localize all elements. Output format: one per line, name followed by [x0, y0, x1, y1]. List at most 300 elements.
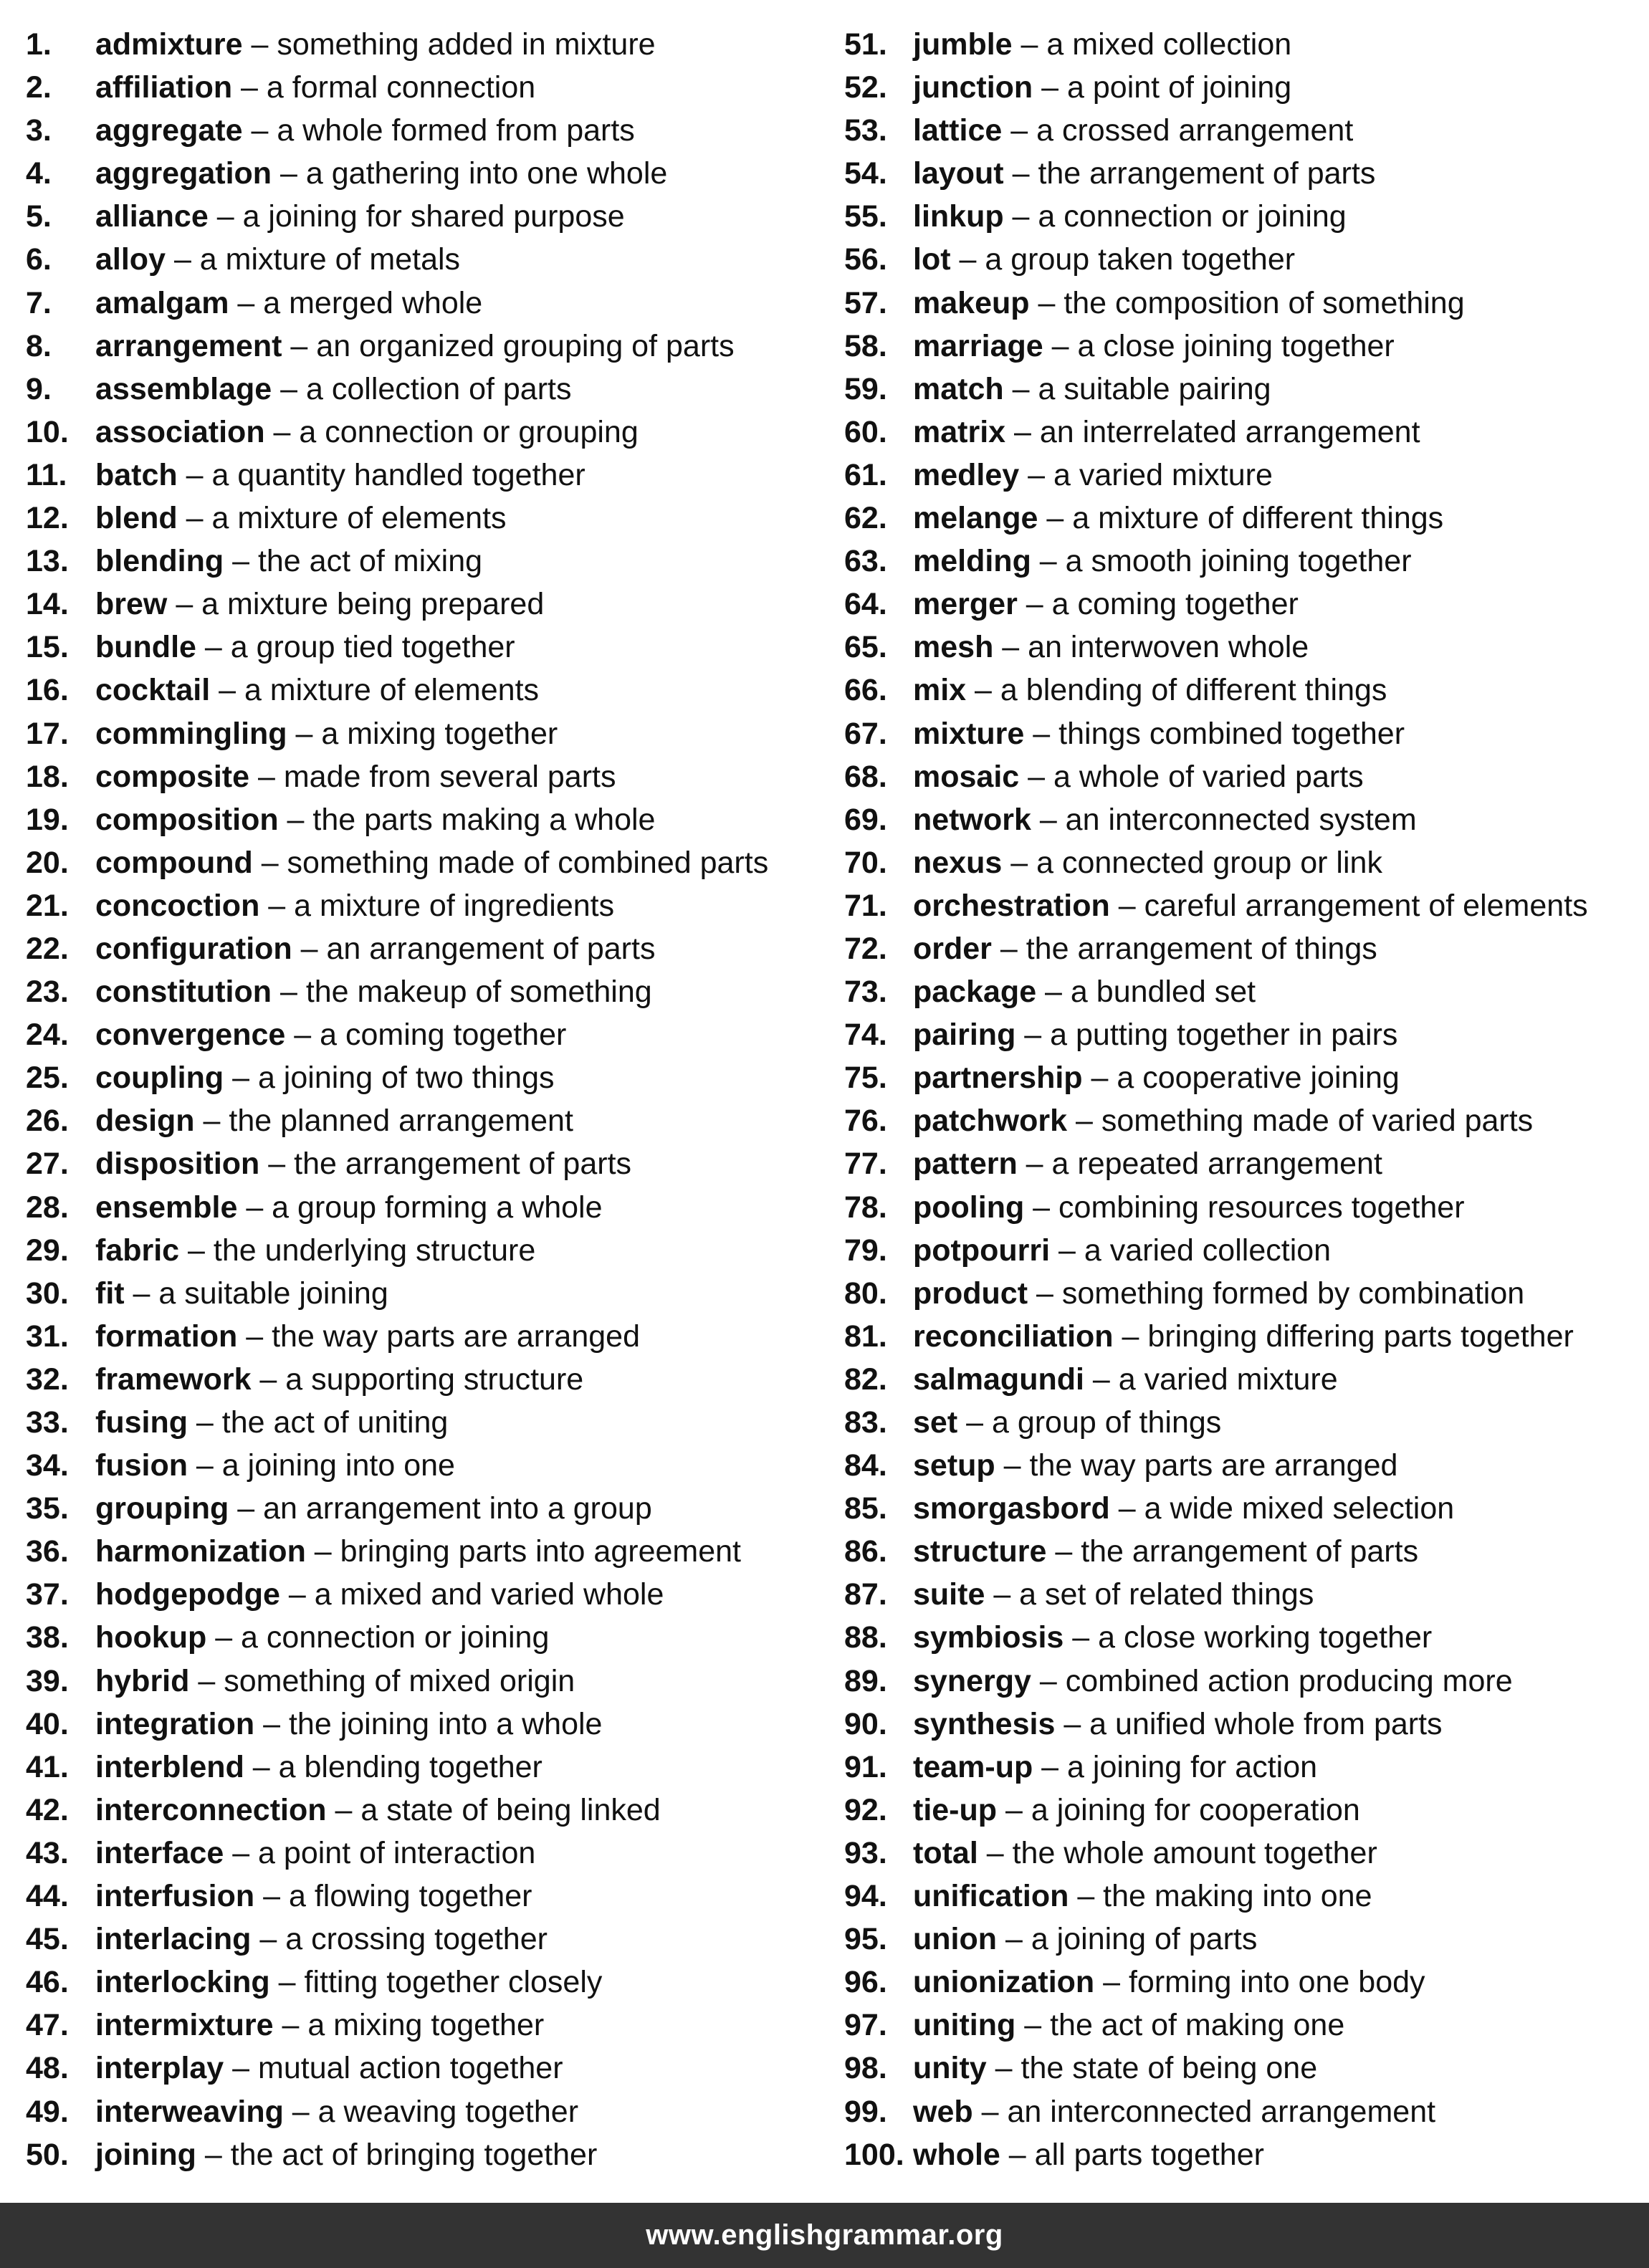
entry-word: pattern — [913, 1147, 1018, 1182]
entry-text — [95, 970, 652, 1013]
entry-word: composite — [95, 759, 250, 794]
entry-text — [913, 1832, 1377, 1875]
entry-word: jumble — [913, 27, 1013, 62]
entry-definition: – something of mixed origin — [189, 1663, 575, 1698]
list-item — [844, 755, 1633, 798]
list-item — [26, 1530, 828, 1573]
entry-word: constitution — [95, 975, 272, 1010]
entry-text — [95, 2133, 597, 2176]
list-item — [26, 1789, 828, 1832]
entry-word: convergence — [95, 1018, 286, 1053]
list-item — [26, 1272, 828, 1315]
entry-text — [913, 23, 1291, 66]
entry-number: 5. — [26, 199, 52, 234]
entry-definition: – the makeup of something — [272, 975, 652, 1010]
entry-definition: – a collection of parts — [272, 371, 572, 406]
entry-text — [913, 884, 1588, 927]
entry-text — [95, 927, 655, 970]
entry-number: 100. — [844, 2137, 904, 2172]
entry-text — [95, 66, 535, 109]
entry-definition: – a blending of different things — [966, 673, 1387, 708]
entry-definition: – a group forming a whole — [237, 1190, 603, 1225]
entry-text — [95, 1272, 388, 1315]
list-item — [26, 2090, 828, 2133]
entry-number: 94. — [844, 1879, 887, 1914]
list-item — [844, 411, 1633, 454]
entry-definition: – something added in mixture — [242, 27, 656, 62]
entry-word: match — [913, 371, 1004, 406]
entry-number: 52. — [844, 70, 887, 105]
entry-definition: – a mixture of metals — [166, 242, 461, 277]
entry-number: 15. — [26, 630, 69, 665]
list-item — [26, 1013, 828, 1056]
entry-number: 71. — [844, 888, 887, 923]
list-item — [26, 1703, 828, 1746]
entry-text — [95, 1013, 566, 1056]
list-item — [844, 1272, 1633, 1315]
entry-definition: – the underlying structure — [179, 1233, 536, 1268]
entry-word: aggregation — [95, 156, 272, 191]
entry-number: 70. — [844, 845, 887, 880]
entry-number: 19. — [26, 802, 69, 837]
entry-word: concoction — [95, 888, 260, 923]
entry-definition: – the way parts are arranged — [237, 1319, 640, 1354]
entry-number: 84. — [844, 1448, 887, 1483]
footer-bar — [0, 2203, 1649, 2268]
entry-text — [913, 152, 1375, 195]
entry-text — [913, 1099, 1533, 1142]
entry-definition: – the state of being one — [986, 2051, 1318, 2086]
entry-word: medley — [913, 457, 1020, 492]
entry-word: mosaic — [913, 759, 1020, 794]
entry-definition: – a mixing together — [287, 716, 558, 751]
list-item — [844, 1056, 1633, 1099]
entry-number: 64. — [844, 587, 887, 622]
entry-word: association — [95, 414, 265, 449]
entry-text — [95, 884, 614, 927]
entry-text — [95, 1401, 448, 1444]
list-item — [844, 1142, 1633, 1185]
entry-word: pooling — [913, 1190, 1025, 1225]
entry-definition: – a suitable joining — [124, 1276, 388, 1311]
entry-word: order — [913, 931, 992, 966]
entry-number: 40. — [26, 1706, 69, 1741]
entry-definition: – the parts making a whole — [278, 802, 656, 837]
entry-definition: – a gathering into one whole — [272, 156, 668, 191]
entry-word: unity — [913, 2051, 987, 2086]
entry-number: 13. — [26, 544, 69, 579]
entry-definition: – careful arrangement of elements — [1109, 888, 1588, 923]
list-item — [26, 1315, 828, 1358]
entry-text — [95, 282, 482, 325]
entry-word: brew — [95, 587, 168, 622]
entry-definition: – a connection or grouping — [264, 414, 639, 449]
list-item — [26, 927, 828, 970]
entry-number: 62. — [844, 501, 887, 536]
entry-number: 3. — [26, 113, 52, 148]
entry-definition: – the arrangement of parts — [259, 1147, 632, 1182]
entry-text — [95, 1961, 602, 2004]
entry-number: 60. — [844, 414, 887, 449]
entry-word: unification — [913, 1879, 1069, 1914]
entry-definition: – the arrangement of parts — [1046, 1534, 1419, 1569]
entry-word: commingling — [95, 716, 287, 751]
entry-definition: – a whole of varied parts — [1019, 759, 1364, 794]
entry-definition: – the way parts are arranged — [995, 1448, 1398, 1483]
entry-word: reconciliation — [913, 1319, 1114, 1354]
entry-text — [913, 755, 1364, 798]
list-item — [844, 1746, 1633, 1789]
list-item — [26, 2047, 828, 2090]
entry-number: 59. — [844, 371, 887, 406]
list-item — [26, 152, 828, 195]
entry-definition: – a unified whole from parts — [1055, 1706, 1443, 1741]
entry-definition: – the joining into a whole — [254, 1706, 603, 1741]
entry-word: interlocking — [95, 1965, 270, 2000]
entry-word: coupling — [95, 1061, 224, 1096]
entry-word: symbiosis — [913, 1620, 1064, 1655]
entry-word: fabric — [95, 1233, 180, 1268]
list-item — [844, 712, 1633, 755]
entry-number: 30. — [26, 1276, 69, 1311]
list-item — [26, 368, 828, 411]
entry-word: compound — [95, 845, 253, 880]
entry-definition: – a varied mixture — [1019, 457, 1273, 492]
list-item — [844, 1358, 1633, 1401]
entry-word: ensemble — [95, 1190, 238, 1225]
entry-number: 17. — [26, 716, 69, 751]
list-item — [844, 1918, 1633, 1961]
entry-word: interfusion — [95, 1879, 255, 1914]
entry-number: 55. — [844, 199, 887, 234]
list-item — [844, 497, 1633, 540]
list-item — [844, 2133, 1633, 2176]
entry-number: 63. — [844, 544, 887, 579]
entry-word: network — [913, 802, 1031, 837]
list-item — [844, 2047, 1633, 2090]
entry-word: synthesis — [913, 1706, 1056, 1741]
entry-number: 4. — [26, 156, 52, 191]
entry-definition: – a mixture of ingredients — [259, 888, 615, 923]
entry-number: 12. — [26, 501, 69, 536]
entry-number: 23. — [26, 975, 69, 1010]
entry-definition: – the act of making one — [1015, 2008, 1345, 2043]
entry-text — [913, 798, 1417, 841]
entry-text — [95, 195, 625, 238]
list-item — [844, 66, 1633, 109]
entry-number: 14. — [26, 587, 69, 622]
entry-word: team-up — [913, 1749, 1033, 1784]
entry-text — [913, 1875, 1372, 1918]
entry-text — [913, 1616, 1432, 1659]
entry-word: hookup — [95, 1620, 207, 1655]
list-item — [26, 798, 828, 841]
entry-number: 8. — [26, 328, 52, 363]
entry-text — [913, 1444, 1397, 1487]
entry-definition: – a bundled set — [1036, 975, 1256, 1010]
entry-number: 85. — [844, 1491, 887, 1526]
entry-text — [913, 2133, 1264, 2176]
entry-word: linkup — [913, 199, 1004, 234]
entry-number: 29. — [26, 1233, 69, 1268]
entry-definition: – something made of varied parts — [1067, 1104, 1534, 1139]
list-item — [844, 1401, 1633, 1444]
list-item — [844, 841, 1633, 884]
word-list-left-column — [26, 23, 828, 2176]
entry-word: composition — [95, 802, 279, 837]
entry-number: 51. — [844, 27, 887, 62]
entry-definition: – a point of interaction — [224, 1835, 536, 1870]
list-item — [844, 1832, 1633, 1875]
list-item — [26, 1142, 828, 1185]
entry-definition: – a varied collection — [1050, 1233, 1332, 1268]
entry-word: configuration — [95, 931, 292, 966]
entry-number: 78. — [844, 1190, 887, 1225]
entry-definition: – a suitable pairing — [1003, 371, 1271, 406]
entry-text — [913, 669, 1387, 712]
list-item — [26, 884, 828, 927]
entry-definition: – a close working together — [1064, 1620, 1433, 1655]
entry-text — [913, 1056, 1400, 1099]
list-item — [844, 109, 1633, 152]
entry-word: alloy — [95, 242, 166, 277]
list-item — [844, 2090, 1633, 2133]
list-item — [844, 1789, 1633, 1832]
entry-text — [913, 540, 1412, 583]
entry-definition: – made from several parts — [249, 759, 616, 794]
entry-word: orchestration — [913, 888, 1110, 923]
entry-definition: – a weaving together — [283, 2094, 579, 2129]
entry-number: 22. — [26, 931, 69, 966]
entry-text — [95, 238, 460, 281]
entry-text — [913, 1401, 1221, 1444]
entry-definition: – a supporting structure — [251, 1362, 584, 1397]
list-item — [26, 1616, 828, 1659]
entry-word: setup — [913, 1448, 995, 1483]
entry-word: admixture — [95, 27, 243, 62]
entry-word: hodgepodge — [95, 1577, 280, 1612]
list-item — [26, 1832, 828, 1875]
entry-definition: – a formal connection — [232, 70, 536, 105]
entry-word: synergy — [913, 1663, 1031, 1698]
entry-number: 58. — [844, 328, 887, 363]
list-item — [844, 195, 1633, 238]
entry-word: web — [913, 2094, 973, 2129]
entry-number: 93. — [844, 1835, 887, 1870]
entry-text — [95, 583, 544, 626]
entry-number: 54. — [844, 156, 887, 191]
entry-word: tie-up — [913, 1792, 998, 1827]
entry-text — [913, 2090, 1435, 2133]
entry-word: structure — [913, 1534, 1047, 1569]
entry-word: set — [913, 1405, 958, 1440]
entry-definition: – a joining for cooperation — [997, 1792, 1360, 1827]
list-item — [26, 1875, 828, 1918]
entry-word: formation — [95, 1319, 238, 1354]
list-item — [26, 238, 828, 281]
entry-text — [913, 1186, 1465, 1229]
list-item — [26, 1358, 828, 1401]
entry-text — [913, 1272, 1524, 1315]
list-item — [844, 669, 1633, 712]
entry-word: melange — [913, 501, 1038, 536]
entry-definition: – a mixture of elements — [210, 673, 540, 708]
list-item — [26, 755, 828, 798]
entry-definition: – a group taken together — [950, 242, 1296, 277]
entry-word: pairing — [913, 1018, 1016, 1053]
entry-definition: – an organized grouping of parts — [282, 328, 735, 363]
entry-word: potpourri — [913, 1233, 1051, 1268]
entry-text — [95, 1142, 631, 1185]
entry-definition: – a point of joining — [1033, 70, 1292, 105]
entry-text — [913, 2004, 1344, 2047]
list-item — [844, 1875, 1633, 1918]
entry-definition: – mutual action together — [224, 2051, 563, 2086]
entry-definition: – a group of things — [957, 1405, 1222, 1440]
entry-definition: – all parts together — [1000, 2137, 1264, 2172]
list-item — [26, 841, 828, 884]
list-item — [844, 540, 1633, 583]
entry-definition: – a joining of two things — [224, 1061, 555, 1096]
entry-definition: – a connection or joining — [206, 1620, 550, 1655]
entry-number: 37. — [26, 1577, 69, 1612]
entry-number: 27. — [26, 1147, 69, 1182]
entry-text — [95, 755, 616, 798]
entry-word: aggregate — [95, 113, 243, 148]
entry-number: 39. — [26, 1663, 69, 1698]
entry-word: matrix — [913, 414, 1006, 449]
entry-number: 56. — [844, 242, 887, 277]
entry-text — [95, 1315, 640, 1358]
list-item — [844, 1487, 1633, 1530]
entry-word: fusing — [95, 1405, 188, 1440]
entry-word: whole — [913, 2137, 1000, 2172]
entry-text — [913, 411, 1420, 454]
list-item — [26, 1573, 828, 1616]
entry-number: 50. — [26, 2137, 69, 2172]
entry-number: 16. — [26, 673, 69, 708]
entry-word: junction — [913, 70, 1033, 105]
entry-text — [95, 325, 735, 368]
entry-word: interconnection — [95, 1792, 327, 1827]
entry-text — [95, 2047, 563, 2090]
list-item — [844, 1099, 1633, 1142]
entry-word: lattice — [913, 113, 1003, 148]
entry-text — [913, 1660, 1513, 1703]
entry-word: suite — [913, 1577, 985, 1612]
entry-word: makeup — [913, 285, 1030, 320]
entry-text — [913, 626, 1309, 669]
entry-word: nexus — [913, 845, 1003, 880]
entry-number: 67. — [844, 716, 887, 751]
entry-text — [913, 1918, 1257, 1961]
entry-definition: – the arrangement of parts — [1003, 156, 1376, 191]
entry-text — [95, 152, 667, 195]
entry-word: framework — [95, 1362, 252, 1397]
entry-text — [95, 497, 507, 540]
entry-number: 1. — [26, 27, 52, 62]
entry-word: smorgasbord — [913, 1491, 1110, 1526]
entry-definition: – a smooth joining together — [1031, 544, 1412, 579]
entry-text — [95, 454, 585, 497]
entry-text — [95, 1703, 602, 1746]
entry-number: 79. — [844, 1233, 887, 1268]
entry-definition: – a repeated arrangement — [1017, 1147, 1382, 1182]
entry-definition: – forming into one body — [1094, 1965, 1425, 2000]
entry-definition: – a mixture of elements — [177, 501, 507, 536]
entry-word: fit — [95, 1276, 125, 1311]
entry-number: 32. — [26, 1362, 69, 1397]
list-item — [844, 1530, 1633, 1573]
entry-number: 68. — [844, 759, 887, 794]
entry-number: 92. — [844, 1792, 887, 1827]
list-item — [844, 1013, 1633, 1056]
entry-word: interweaving — [95, 2094, 284, 2129]
entry-word: marriage — [913, 328, 1043, 363]
entry-number: 36. — [26, 1534, 69, 1569]
entry-word: design — [95, 1104, 195, 1139]
entry-text — [913, 970, 1256, 1013]
entry-definition: – a blending together — [244, 1749, 543, 1784]
entry-text — [913, 195, 1347, 238]
entry-text — [913, 1961, 1425, 2004]
list-item — [26, 1487, 828, 1530]
entry-text — [913, 497, 1443, 540]
entry-text — [913, 368, 1271, 411]
list-item — [844, 1660, 1633, 1703]
list-item — [26, 109, 828, 152]
entry-word: lot — [913, 242, 951, 277]
entry-text — [913, 282, 1465, 325]
entry-text — [95, 1358, 583, 1401]
list-item — [844, 238, 1633, 281]
entry-number: 11. — [26, 457, 67, 492]
entry-text — [95, 1789, 661, 1832]
list-item — [844, 454, 1633, 497]
entry-definition: – a joining into one — [187, 1448, 455, 1483]
entry-word: amalgam — [95, 285, 229, 320]
entry-word: joining — [95, 2137, 196, 2172]
entry-text — [913, 841, 1382, 884]
entry-number: 74. — [844, 1018, 887, 1053]
entry-word: assemblage — [95, 371, 272, 406]
entry-number: 77. — [844, 1147, 887, 1182]
entry-number: 90. — [844, 1706, 887, 1741]
entry-text — [95, 1875, 532, 1918]
entry-definition: – a set of related things — [985, 1577, 1314, 1612]
entry-definition: – bringing differing parts together — [1113, 1319, 1574, 1354]
list-item — [844, 626, 1633, 669]
entry-definition: – the composition of something — [1029, 285, 1465, 320]
list-item — [844, 1573, 1633, 1616]
list-item — [26, 1056, 828, 1099]
entry-word: affiliation — [95, 70, 233, 105]
entry-number: 97. — [844, 2008, 887, 2043]
list-item — [26, 411, 828, 454]
entry-number: 24. — [26, 1018, 69, 1053]
entry-text — [95, 1056, 555, 1099]
entry-number: 83. — [844, 1405, 887, 1440]
entry-number: 7. — [26, 285, 52, 320]
list-item — [26, 325, 828, 368]
entry-number: 53. — [844, 113, 887, 148]
entry-definition: – a connected group or link — [1002, 845, 1382, 880]
list-item — [26, 497, 828, 540]
entry-word: disposition — [95, 1147, 260, 1182]
entry-text — [95, 23, 656, 66]
list-item — [26, 712, 828, 755]
entry-definition: – something formed by combination — [1028, 1276, 1525, 1311]
